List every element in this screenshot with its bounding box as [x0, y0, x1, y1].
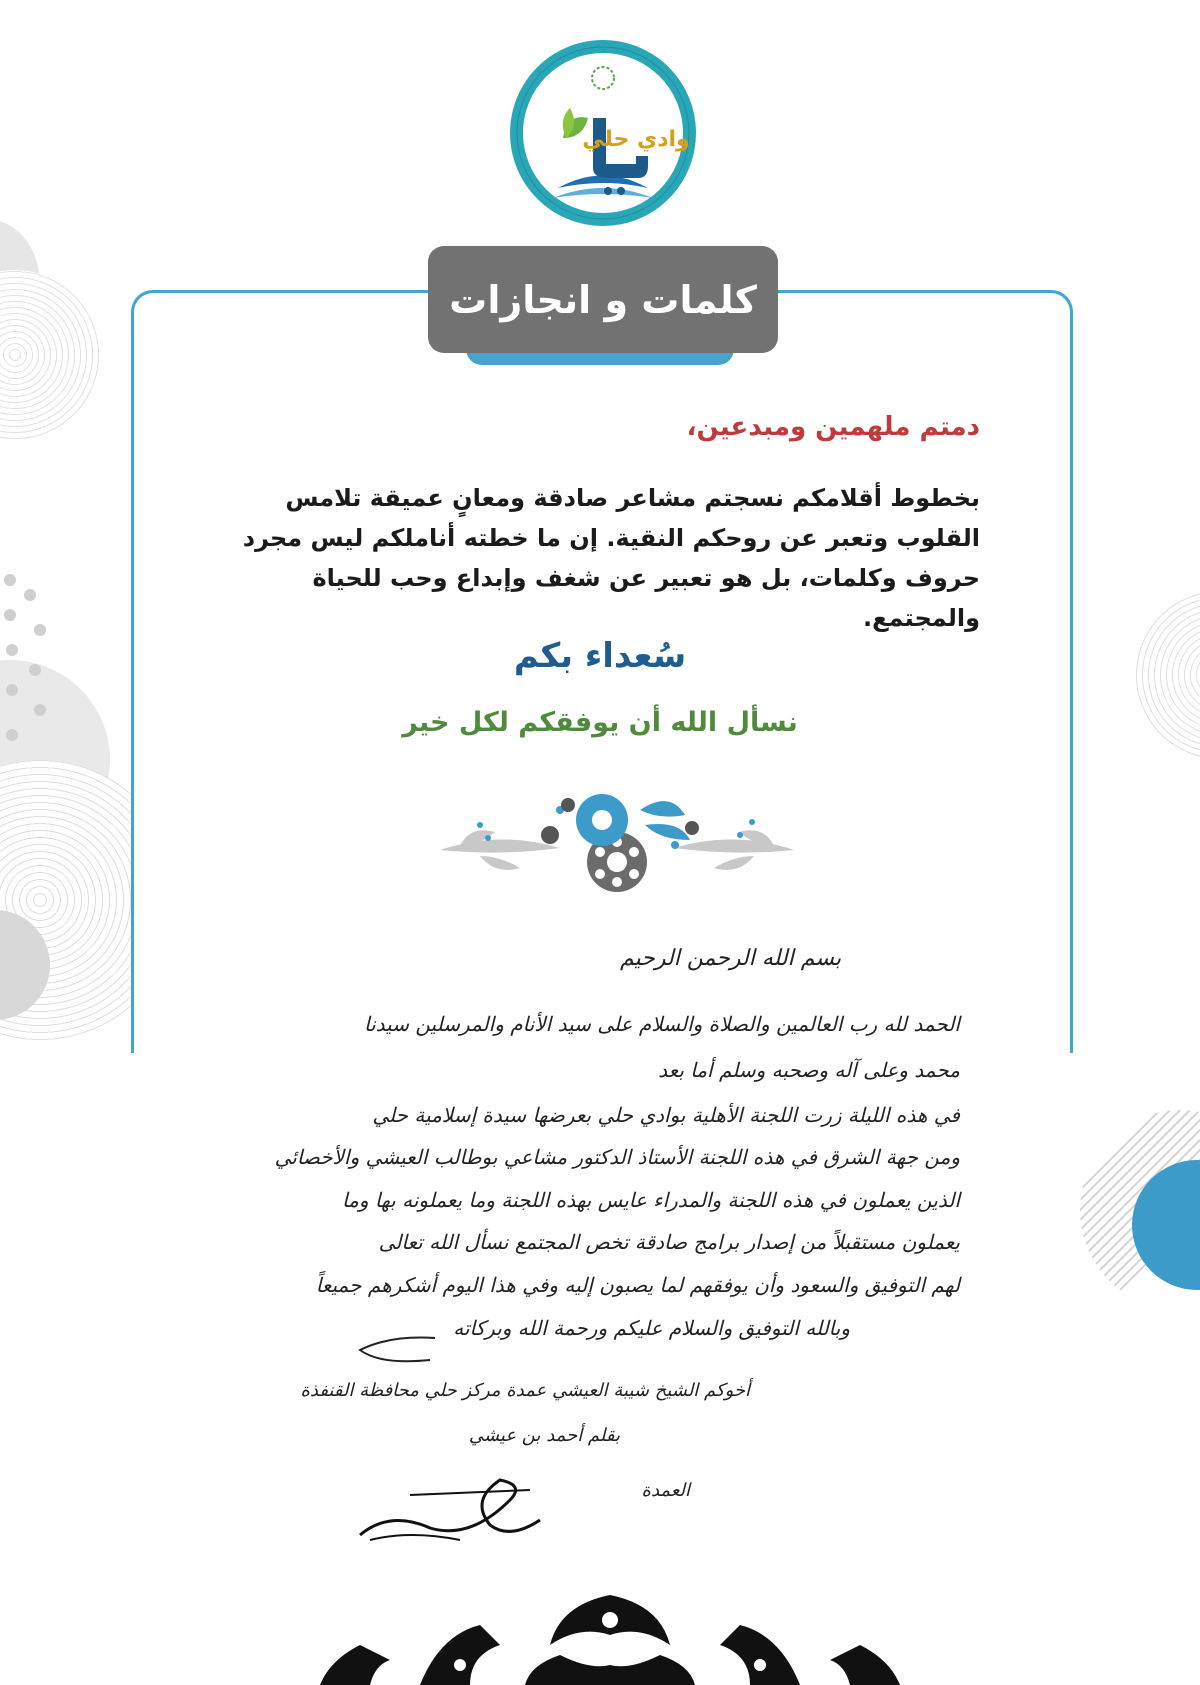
letter-line: محمد وعلى آله وصحبه وسلم أما بعد: [658, 1058, 960, 1082]
logo-mark-text: وادي حلي: [582, 127, 690, 152]
decor-ring-left-top: [0, 270, 100, 440]
letter-line: وبالله التوفيق والسلام عليكم ورحمة الله وبركاته: [453, 1316, 850, 1340]
association-logo: [508, 38, 698, 228]
floral-ornament: [440, 790, 794, 905]
signature-line: العمدة: [641, 1480, 690, 1501]
page-title: كلمات و انجازات: [449, 277, 757, 322]
signature-line: أخوكم الشيخ شيبة العيشي عمدة مركز حلي محافظة القنفذة: [300, 1380, 750, 1401]
title-box: [428, 246, 778, 353]
handwritten-letter: [200, 940, 990, 1560]
handwritten-signature: [350, 1440, 550, 1550]
letter-line: لهم التوفيق والسعود وأن يوفقهم لما يصبون إليه وفي هذا اليوم أشكرهم جميعاً: [315, 1273, 960, 1297]
greeting-line: دمتم ملهمين ومبدعين،: [686, 412, 980, 442]
bottom-ornament: [300, 1585, 920, 1685]
handwriting-flourish: [350, 1330, 440, 1370]
letter-line: ومن جهة الشرق في هذه اللجنة الأستاذ الدكتور مشاعي بوطالب العيشي والأخصائي: [274, 1145, 960, 1169]
letter-line: الحمد لله رب العالمين والصلاة والسلام على سيد الأنام والمرسلين سيدنا: [364, 1012, 960, 1036]
message-body: بخطوط أقلامكم نسجتم مشاعر صادقة ومعانٍ عميقة تلامس القلوب وتعبر عن روحكم النقية. إن ما خطته أناملكم ليس مجرد حروف وكلمات، بل هو تعبير عن شغف وإبداع وحب للحياة والمجتمع.: [242, 484, 980, 632]
letter-basmala: بسم الله الرحمن الرحيم: [620, 946, 842, 971]
happy-heading: سُعداء بكم: [513, 636, 687, 676]
letter-line: الذين يعملون في هذه اللجنة والمدراء عايس بهذه اللجنة وما يعملونه بها وما: [342, 1188, 960, 1212]
letter-line: في هذه الليلة زرت اللجنة الأهلية بوادي حلي بعرضها سيدة إسلامية حلي: [372, 1103, 960, 1127]
prayer-line: نسأل الله أن يوفقكم لكل خير: [402, 707, 798, 738]
letter-line: يعملون مستقبلاً من إصدار برامج صادقة تخص المجتمع نسأل الله تعالى: [378, 1230, 960, 1254]
signature-line: بقلم أحمد بن عيشي: [468, 1425, 620, 1446]
